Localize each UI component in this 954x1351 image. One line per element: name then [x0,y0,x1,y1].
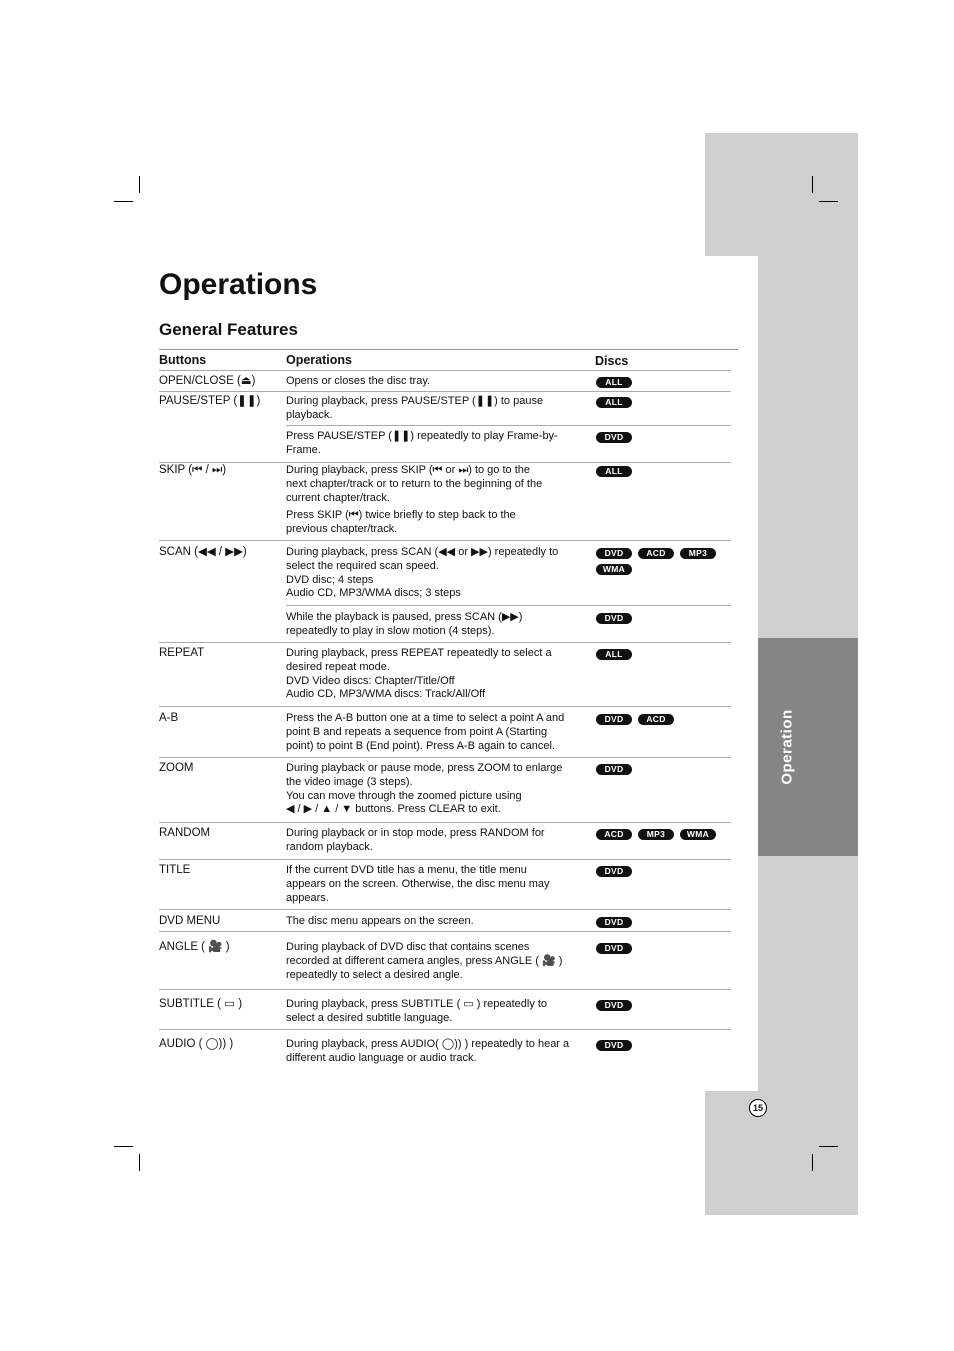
button-name: DVD MENU [159,915,221,927]
page-number: 15 [749,1099,767,1117]
operation-text: During playback, press SUBTITLE ( ▭ ) repeatedly to select a desired subtitle language. [286,998,548,1024]
disc-badge-acd: ACD [596,829,632,840]
button-name: ZOOM [159,762,194,774]
disc-badges [596,1040,732,1051]
row-divider [159,757,731,758]
disc-badges [596,432,732,443]
disc-badges [596,866,732,877]
row-divider [159,370,731,371]
operation-text: Opens or closes the disc tray. [286,375,431,387]
crop-mark [114,1146,133,1147]
button-name: SUBTITLE ( ▭ ) [159,998,243,1010]
button-name: SKIP (⏮ / ⏭) [159,464,227,476]
sub-row-divider [286,605,731,606]
row-divider [159,859,731,860]
disc-badge-dvd: DVD [596,943,632,954]
crop-mark [812,176,813,193]
row-divider [159,822,731,823]
operation-text: During playback, press PAUSE/STEP (❚❚) to pause playback. [286,395,544,421]
disc-badge-all: ALL [596,397,632,408]
disc-badges [596,613,732,624]
disc-badges [596,917,732,928]
disc-badge-dvd: DVD [596,548,632,559]
button-name: RANDOM [159,827,211,839]
operation-text: During playback, press SCAN (◀◀ or ▶▶) repeatedly to select the required scan speed. DVD disc; 4 steps Audio CD, MP3/WMA discs; 3 steps [286,546,559,600]
crop-mark [139,176,140,193]
disc-badge-acd: ACD [638,548,674,559]
column-header-discs: Discs [595,354,629,368]
row-divider [159,909,731,910]
operation-text: During playback or pause mode, press ZOOM to enlarge the video image (3 steps). You can move through the zoomed picture using ◀ / ▶ / ▲ / ▼ buttons. Press CLEAR to exit. [286,762,563,816]
row-divider [159,1029,731,1030]
operation-text: The disc menu appears on the screen. [286,915,474,927]
disc-badge-mp3: MP3 [638,829,674,840]
disc-badge-all: ALL [596,466,632,477]
disc-badge-dvd: DVD [596,613,632,624]
operation-text: Press SKIP (⏮) twice briefly to step back to the previous chapter/track. [286,509,516,535]
disc-badge-dvd: DVD [596,764,632,775]
operation-text: Press the A-B button one at a time to select a point A and point B and repeats a sequence from point A (Starting point) to point B (End point). Press A-B again to cancel. [286,712,565,752]
disc-badges [596,649,732,660]
operation-text: During playback of DVD disc that contains scenes recorded at different camera angles, press ANGLE ( 🎥 ) repeatedly to select a desired angle. [286,941,563,981]
sub-row-divider [286,425,731,426]
button-name: OPEN/CLOSE (⏏) [159,375,256,387]
section-heading: General Features [159,320,298,339]
operation-text: During playback or in stop mode, press RANDOM for random playback. [286,827,545,853]
disc-badge-all: ALL [596,377,632,388]
row-divider [159,989,731,990]
crop-mark [819,201,838,202]
disc-badge-dvd: DVD [596,432,632,443]
page-title: Operations [159,268,318,301]
button-name: AUDIO ( ◯)) ) [159,1038,234,1050]
row-divider [159,540,731,541]
disc-badge-dvd: DVD [596,866,632,877]
sidebar-top-block [705,133,858,256]
operation-text: While the playback is paused, press SCAN (▶▶) repeatedly to play in slow motion (4 steps). [286,611,523,637]
column-header-buttons: Buttons [159,353,207,367]
section-tab-label: Operation [778,709,796,785]
crop-mark [139,1154,140,1171]
row-divider [159,391,731,392]
button-name: SCAN (◀◀ / ▶▶) [159,546,247,558]
operation-text: During playback, press SKIP (⏮ or ⏭) to go to the next chapter/track or to return to the beginning of the current chapter/track. [286,464,543,504]
disc-badges [596,377,732,388]
disc-badge-dvd: DVD [596,1040,632,1051]
column-header-operations: Operations [286,353,352,367]
button-name: PAUSE/STEP (❚❚) [159,395,261,407]
disc-badges [596,1000,732,1011]
operation-text: Press PAUSE/STEP (❚❚) repeatedly to play Frame-by- Frame. [286,430,558,456]
crop-mark [114,201,133,202]
disc-badge-acd: ACD [638,714,674,725]
row-divider [159,462,731,463]
disc-badges [596,397,732,408]
button-name: A-B [159,712,179,724]
row-divider [159,706,731,707]
crop-mark [812,1154,813,1171]
operation-text: During playback, press REPEAT repeatedly to select a desired repeat mode. DVD Video discs: Chapter/Title/Off Audio CD, MP3/WMA discs: Track/All/Off [286,647,552,701]
disc-badge-dvd: DVD [596,917,632,928]
disc-badge-dvd: DVD [596,1000,632,1011]
disc-badges [596,714,732,725]
sidebar-bottom-block [705,1091,858,1215]
disc-badges [596,943,732,954]
disc-badges [596,548,732,575]
section-tab [758,638,858,856]
button-name: ANGLE ( 🎥 ) [159,941,230,953]
disc-badge-dvd: DVD [596,714,632,725]
disc-badge-wma: WMA [680,829,716,840]
disc-badge-all: ALL [596,649,632,660]
row-divider [159,931,731,932]
button-name: TITLE [159,864,191,876]
operation-text: If the current DVD title has a menu, the title menu appears on the screen. Otherwise, the disc menu may appears. [286,864,550,904]
button-name: REPEAT [159,647,205,659]
operation-text: During playback, press AUDIO( ◯)) ) repeatedly to hear a different audio language or audio track. [286,1038,570,1064]
disc-badges [596,764,732,775]
header-rule [159,349,738,350]
crop-mark [819,1146,838,1147]
disc-badges [596,466,732,477]
disc-badge-wma: WMA [596,564,632,575]
row-divider [159,642,731,643]
disc-badge-mp3: MP3 [680,548,716,559]
disc-badges [596,829,732,840]
